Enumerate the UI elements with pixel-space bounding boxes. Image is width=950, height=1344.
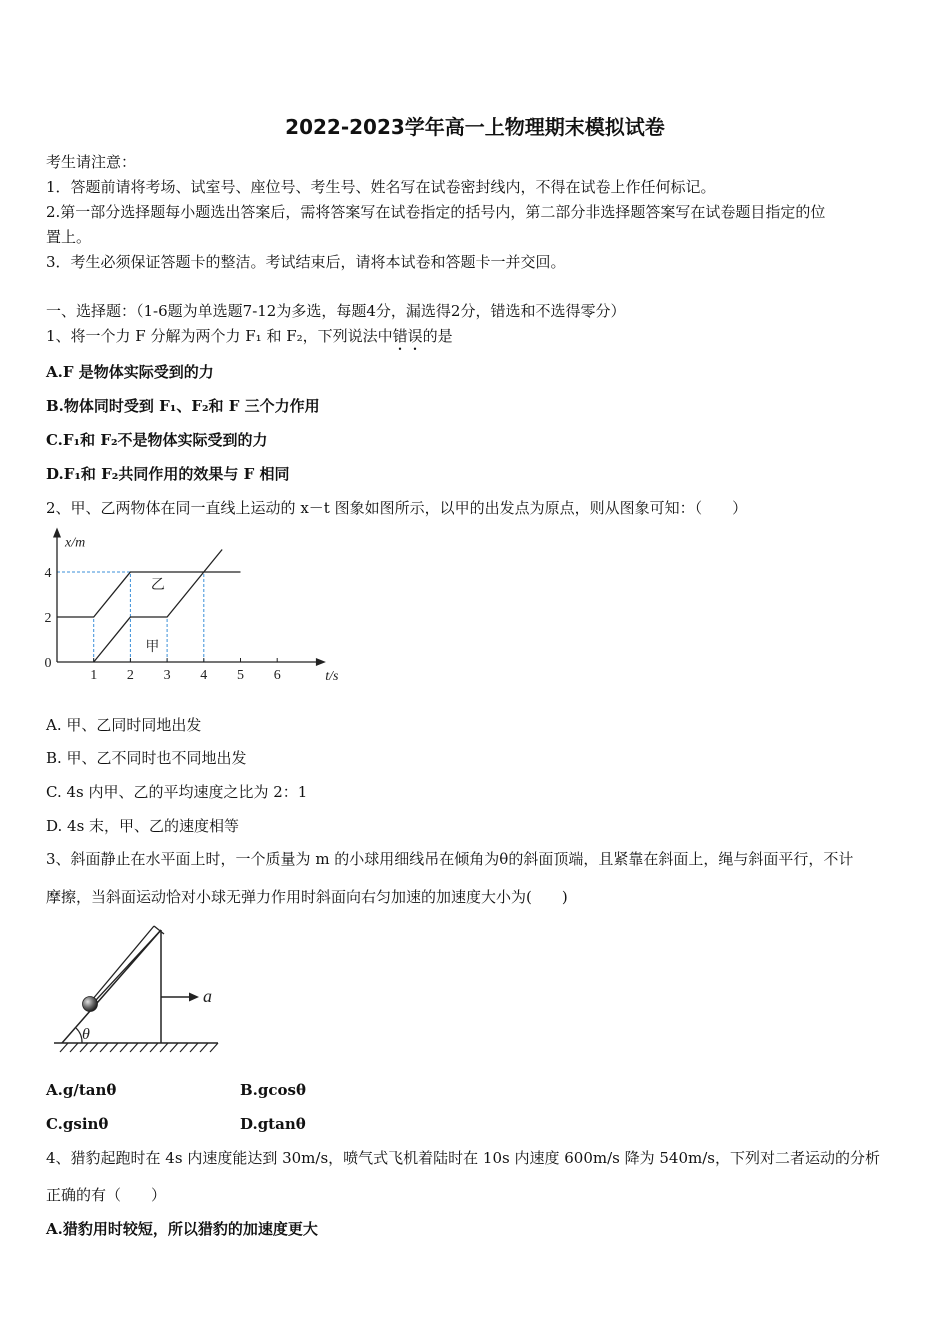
x-tick-label-3: 3 bbox=[163, 668, 171, 683]
string bbox=[96, 930, 161, 1000]
x-axis-arrow bbox=[316, 658, 326, 666]
series-label-0: 乙 bbox=[150, 577, 165, 593]
y-tick-label-0: 0 bbox=[44, 656, 52, 671]
q2-option-a: A. 甲、乙同时同地出发 bbox=[46, 716, 202, 734]
q1-stem-part2: 的是 bbox=[422, 327, 453, 345]
series-label-1: 甲 bbox=[145, 639, 160, 655]
section-heading: 一、选择题：（1-6题为单选题7-12为多选，每题4分，漏选得2分，错选和不选得零分） bbox=[46, 302, 626, 320]
y-tick-label-2: 2 bbox=[44, 611, 52, 626]
y-axis-arrow bbox=[53, 528, 61, 538]
q3-option-d: D.gtanθ bbox=[240, 1115, 306, 1133]
incline-figure bbox=[48, 918, 228, 1058]
notice-item-2-cont: 置上。 bbox=[46, 228, 92, 246]
acceleration-label: a bbox=[203, 986, 212, 1006]
q3-option-b: B.gcosθ bbox=[240, 1081, 306, 1099]
ground-hatching bbox=[54, 1043, 218, 1052]
notice-item-2: 2.第一部分选择题每小题选出答案后，需将答案写在试卷指定的括号内，第二部分非选择题答案写在试卷题目指定的位 bbox=[46, 203, 826, 221]
q2-option-b: B. 甲、乙不同时也不同地出发 bbox=[46, 749, 247, 767]
q1-stem-part1: 1、将一个力 F 分解为两个力 F₁ 和 F₂，下列说法中 bbox=[46, 327, 393, 345]
q2-option-c: C. 4s 内甲、乙的平均速度之比为 2：1 bbox=[46, 783, 308, 801]
q3-stem-line2: 摩擦，当斜面运动恰对小球无弹力作用时斜面向右匀加速的加速度大小为( ) bbox=[46, 888, 568, 906]
string-top-bar bbox=[92, 926, 164, 1000]
y-axis-label: x/m bbox=[65, 535, 86, 551]
ball bbox=[83, 997, 98, 1012]
q1-option-d: D.F₁和 F₂共同作用的效果与 F 相同 bbox=[46, 465, 290, 483]
angle-label: θ bbox=[82, 1026, 90, 1043]
q1-stem bbox=[46, 326, 453, 354]
q1-stem-emphasis: 错误 bbox=[392, 327, 423, 345]
x-tick-label-2: 2 bbox=[126, 668, 134, 683]
incline-wedge bbox=[62, 930, 161, 1043]
q1-option-c: C.F₁和 F₂不是物体实际受到的力 bbox=[46, 431, 268, 449]
q4-stem-line1: 4、猎豹起跑时在 4s 内速度能达到 30m/s，喷气式飞机着陆时在 10s 内速度 600m/s 降为 540m/s，下列对二者运动的分析 bbox=[46, 1149, 880, 1167]
q1-option-a: A.F 是物体实际受到的力 bbox=[46, 363, 214, 381]
x-axis-label: t/s bbox=[325, 669, 339, 684]
q4-option-a: A.猎豹用时较短，所以猎豹的加速度更大 bbox=[46, 1220, 318, 1238]
q2-option-d: D. 4s 末，甲、乙的速度相等 bbox=[46, 817, 240, 835]
q2-stem: 2、甲、乙两物体在同一直线上运动的 x－t 图象如图所示，以甲的出发点为原点，则从图象可知：（ ） bbox=[46, 499, 748, 517]
xt-chart bbox=[36, 522, 339, 688]
notice-heading: 考生请注意： bbox=[46, 153, 137, 171]
q3-option-a: A.g/tanθ bbox=[46, 1081, 117, 1099]
series-line-0 bbox=[57, 572, 241, 617]
page-title: 2022-2023学年高一上物理期末模拟试卷 bbox=[285, 115, 665, 139]
q3-stem-line1: 3、斜面静止在水平面上时，一个质量为 m 的小球用细线吊在倾角为θ的斜面顶端，且紧靠在斜面上，绳与斜面平行，不计 bbox=[46, 850, 854, 868]
q1-option-b: B.物体同时受到 F₁、F₂和 F 三个力作用 bbox=[46, 397, 320, 415]
notice-item-1: 1．答题前请将考场、试室号、座位号、考生号、姓名写在试卷密封线内，不得在试卷上作任何标记。 bbox=[46, 178, 716, 196]
y-tick-label-4: 4 bbox=[44, 566, 52, 581]
x-tick-label-6: 6 bbox=[273, 668, 281, 683]
x-tick-label-4: 4 bbox=[200, 668, 208, 683]
x-tick-label-5: 5 bbox=[237, 668, 244, 683]
acceleration-arrow bbox=[161, 993, 199, 1002]
q3-option-c: C.gsinθ bbox=[46, 1115, 109, 1133]
q4-stem-line2: 正确的有（ ） bbox=[46, 1186, 167, 1204]
notice-item-3: 3．考生必须保证答题卡的整洁。考试结束后，请将本试卷和答题卡一并交回。 bbox=[46, 253, 566, 271]
x-tick-label-1: 1 bbox=[90, 668, 98, 683]
